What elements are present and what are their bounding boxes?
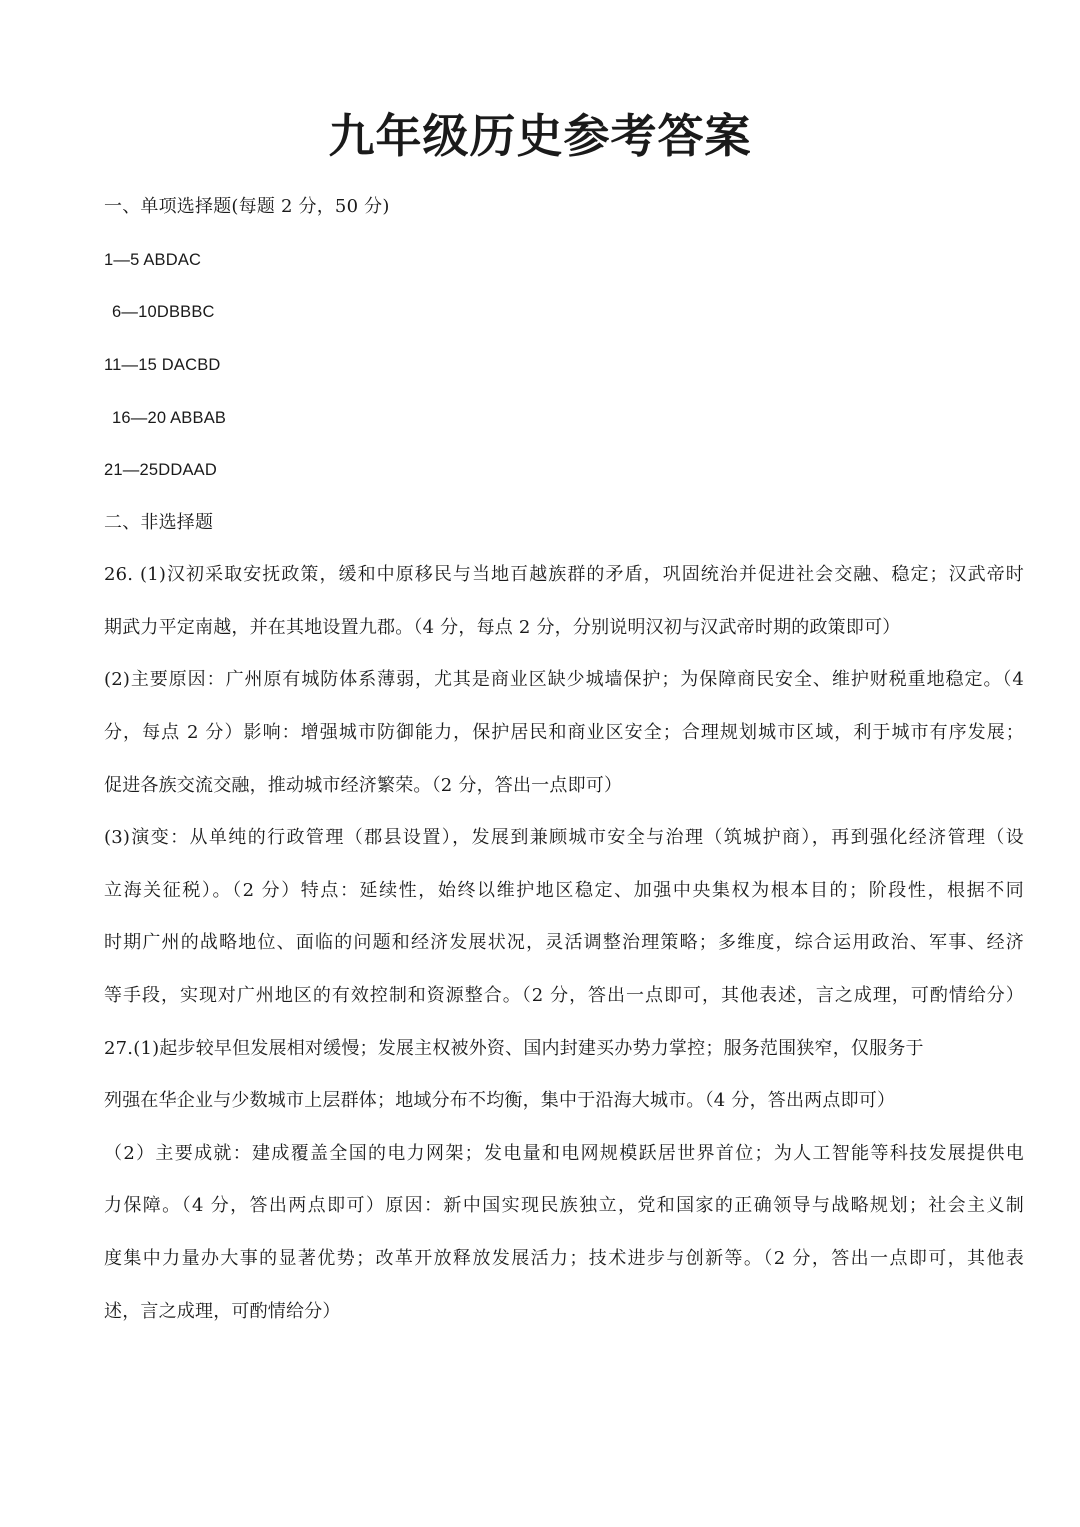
answer-line-11-15: 11—15 DACBD <box>104 356 221 374</box>
answer-27-line-2: 列强在华企业与少数城市上层群体；地域分布不均衡，集中于沿海大城市。（4 分，答出两点即可） <box>104 1090 896 1111</box>
answer-26-2-line-1: (2)主要原因：广州原有城防体系薄弱，尤其是商业区缺少城墙保护；为保障商民安全、维护财税重地稳定。（4 <box>104 669 1024 690</box>
answer-26-3-line-1: (3)演变：从单纯的行政管理（郡县设置），发展到兼顾城市安全与治理（筑城护商），再到强化经济管理（设 <box>104 827 1024 848</box>
answer-27-2-line-2: 力保障。（4 分，答出两点即可）原因：新中国实现民族独立，党和国家的正确领导与战略规划；社会主义制 <box>104 1195 1024 1216</box>
answer-27-2-line-1: （2）主要成就：建成覆盖全国的电力网架；发电量和电网规模跃居世界首位；为人工智能等科技发展提供电 <box>104 1143 1024 1164</box>
answer-27-2-line-4: 述，言之成理，可酌情给分） <box>104 1301 341 1322</box>
section-1-heading: 一、单项选择题(每题 2 分，50 分) <box>104 196 390 217</box>
answer-26-3-line-4: 等手段，实现对广州地区的有效控制和资源整合。（2 分，答出一点即可，其他表述，言之成理，可酌情给分） <box>104 985 1024 1006</box>
page-title: 九年级历史参考答案 <box>328 109 752 163</box>
answer-line-1-5: 1—5 ABDAC <box>104 251 202 269</box>
answer-26-line-1: 26. (1)汉初采取安抚政策，缓和中原移民与当地百越族群的矛盾，巩固统治并促进社会交融、稳定；汉武帝时 <box>104 564 1024 585</box>
answer-26-2-line-3: 促进各族交流交融，推动城市经济繁荣。（2 分，答出一点即可） <box>104 775 623 796</box>
answer-27-line-1: 27.(1)起步较早但发展相对缓慢；发展主权被外资、国内封建买办势力掌控；服务范围狭窄，仅服务于 <box>104 1038 924 1059</box>
answer-27-2-line-3: 度集中力量办大事的显著优势；改革开放释放发展活力；技术进步与创新等。（2 分，答出一点即可，其他表 <box>104 1248 1024 1269</box>
answer-26-line-2: 期武力平定南越，并在其地设置九郡。（4 分，每点 2 分，分别说明汉初与汉武帝时期的政策即可） <box>104 617 901 638</box>
answer-26-3-line-2: 立海关征税）。（2 分）特点：延续性，始终以维护地区稳定、加强中央集权为根本目的；阶段性，根据不同 <box>104 880 1024 901</box>
answer-line-21-25: 21—25DDAAD <box>104 461 217 479</box>
answer-line-16-20: 16—20 ABBAB <box>112 409 227 427</box>
section-2-heading: 二、非选择题 <box>104 512 214 533</box>
answer-26-2-line-2: 分，每点 2 分）影响：增强城市防御能力，保护居民和商业区安全；合理规划城市区域，利于城市有序发展； <box>104 722 1024 743</box>
answer-26-3-line-3: 时期广州的战略地位、面临的问题和经济发展状况，灵活调整治理策略；多维度，综合运用政治、军事、经济 <box>104 932 1024 953</box>
answer-line-6-10: 6—10DBBBC <box>112 303 215 321</box>
